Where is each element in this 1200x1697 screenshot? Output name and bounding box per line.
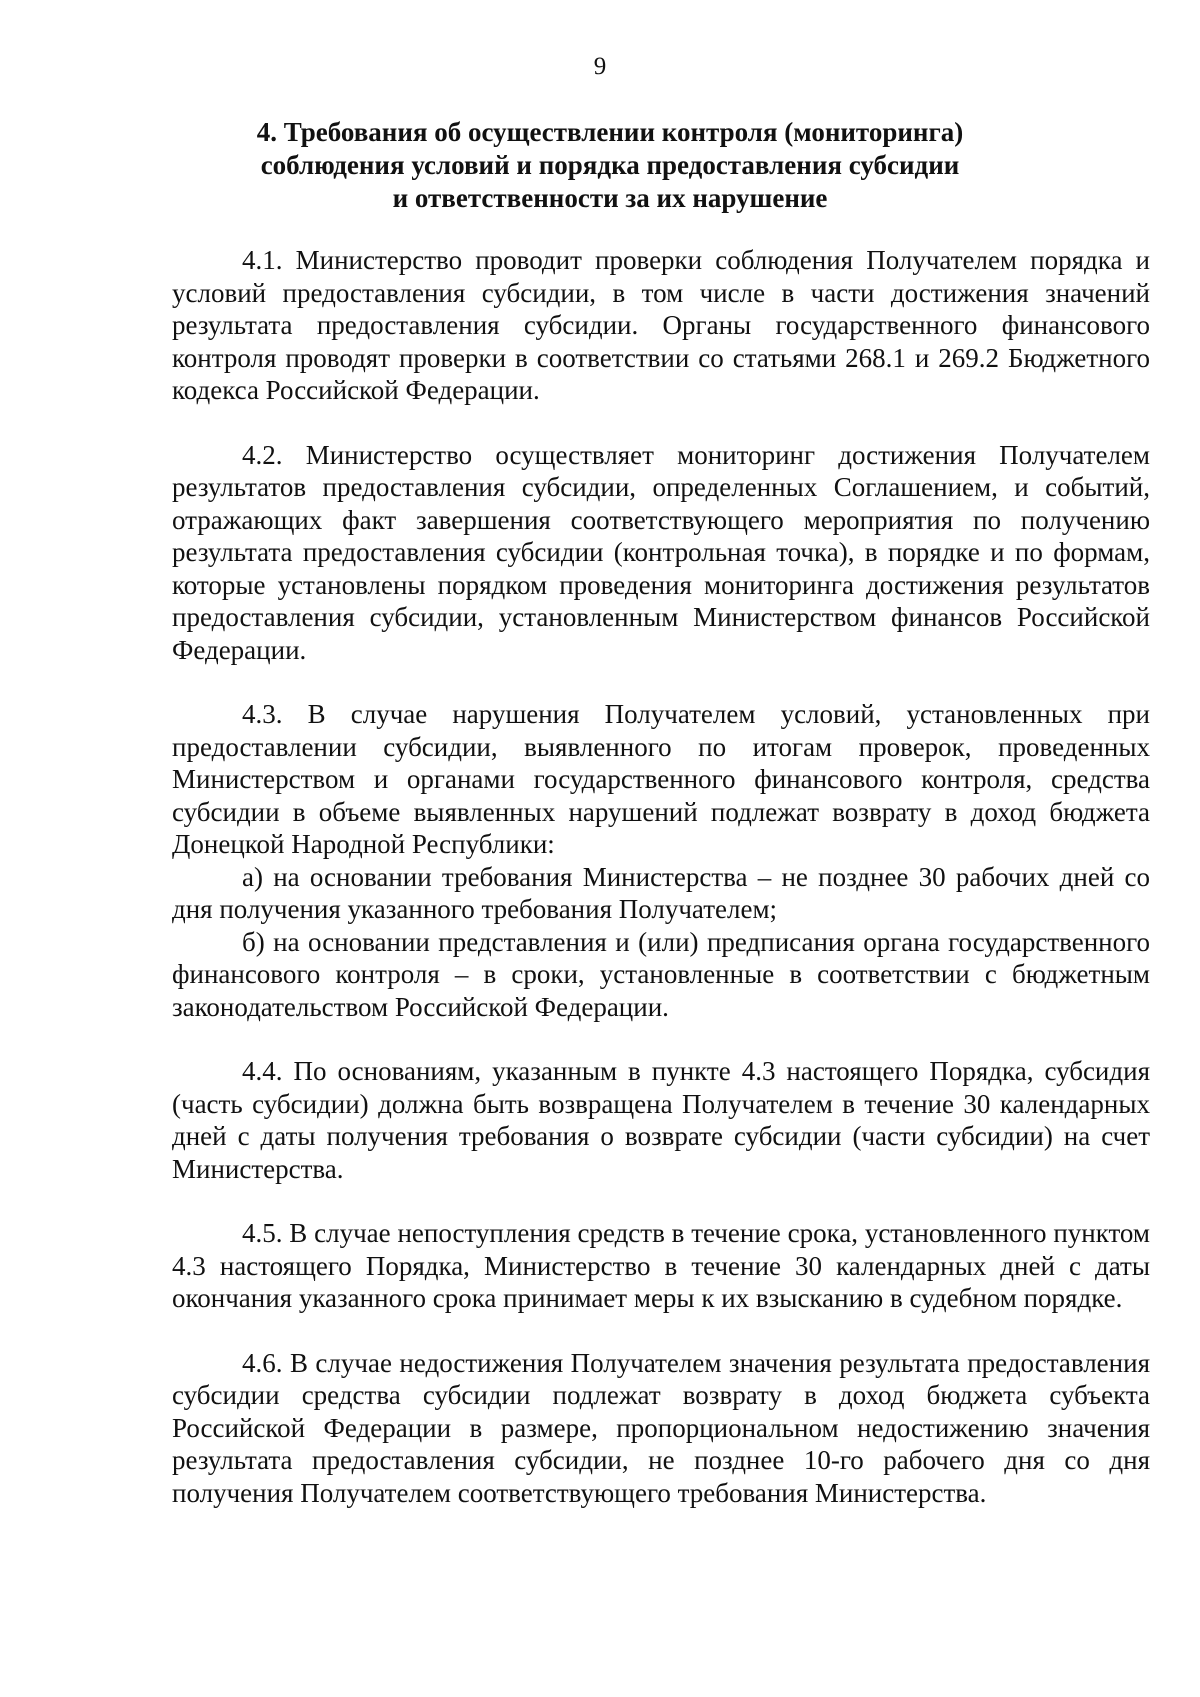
page-number: 9 xyxy=(593,53,607,80)
section-body xyxy=(172,244,1150,1509)
section-heading-line: и ответственности за их нарушение xyxy=(392,183,828,213)
paragraph-4-5: 4.5. В случае непоступления средств в течение срока, установленного пунктом 4.3 настоящего Порядка, Министерство в течение 30 календарных дней с даты окончания указанного срока принимает меры к их взысканию в судебном порядке. xyxy=(172,1218,1150,1313)
section-heading xyxy=(160,116,1060,215)
paragraph-4-2: 4.2. Министерство осуществляет мониторинг достижения Получателем результатов предоставления субсидии, определенных Соглашением, и событий, отражающих факт завершения соответствующего мероприятия по получению результата предоставления субсидии (контрольная точка), в порядке и по формам, которые установлены порядком проведения мониторинга достижения результатов предоставления субсидии, установленным Министерством финансов Российской Федерации. xyxy=(172,439,1150,665)
paragraph-4-1: 4.1. Министерство проводит проверки соблюдения Получателем порядка и условий предоставления субсидии, в том числе в части достижения значений результата предоставления субсидии. Органы государственного финансового контроля проводят проверки в соответствии со статьями 268.1 и 269.2 Бюджетного кодекса Российской Федерации. xyxy=(172,245,1150,405)
paragraph-4-3-a: а) на основании требования Министерства – не позднее 30 рабочих дней со дня получения указанного требования Получателем; xyxy=(172,861,1150,924)
section-heading-line: 4. Требования об осуществлении контроля (мониторинга) xyxy=(256,117,964,147)
paragraph-4-6: 4.6. В случае недостижения Получателем значения результата предоставления субсидии средства субсидии подлежат возврату в доход бюджета субъекта Российской Федерации в размере, пропорциональном недостижению значения результата предоставления субсидии, не позднее 10-го рабочего дня со дня получения Получателем соответствующего требования Министерства. xyxy=(172,1347,1150,1508)
paragraph-4-4: 4.4. По основаниям, указанным в пункте 4.3 настоящего Порядка, субсидия (часть субсидии) должна быть возвращена Получателем в течение 30 календарных дней с даты получения требования о возврате субсидии (части субсидии) на счет Министерства. xyxy=(172,1056,1150,1184)
section-heading-line: соблюдения условий и порядка предоставления субсидии xyxy=(260,150,960,180)
paragraph-4-3-b: б) на основании представления и (или) предписания органа государственного финансового контроля – в сроки, установленные в соответствии с бюджетным законодательством Российской Федерации. xyxy=(172,926,1150,1022)
paragraph-4-3: 4.3. В случае нарушения Получателем условий, установленных при предоставлении субсидии, выявленного по итогам проверок, проведенных Министерством и органами государственного финансового контроля, средства субсидии в объеме выявленных нарушений подлежат возврату в доход бюджета Донецкой Народной Республики: xyxy=(172,699,1150,859)
